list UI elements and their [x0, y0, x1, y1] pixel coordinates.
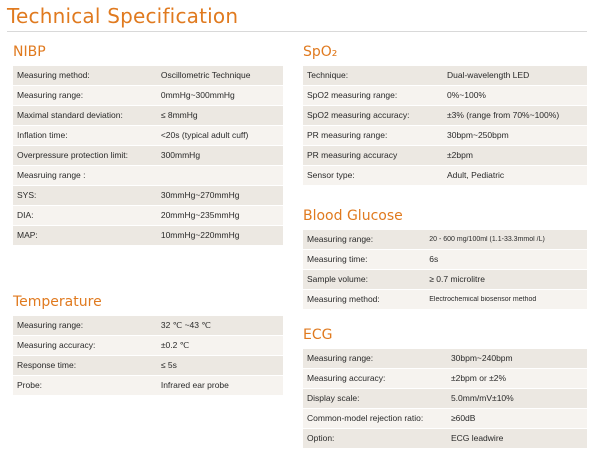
spec-label: SpO2 measuring range:	[307, 91, 398, 100]
spec-label: Probe:	[17, 381, 43, 390]
spec-row	[13, 86, 283, 106]
spec-row	[13, 206, 283, 226]
spec-value: ±2bpm or ±2%	[450, 374, 507, 383]
spec-value: Dual-wavelength LED	[447, 71, 530, 80]
spec-row	[303, 106, 587, 126]
spec-row	[303, 409, 587, 429]
spec-value: ±3% (range from 70%~100%)	[447, 111, 560, 120]
spec-value: ≥ 0.7 microlitre	[429, 275, 485, 284]
spec-label: Measuring method:	[17, 71, 90, 80]
spec-row	[303, 389, 587, 409]
spec-row	[13, 186, 283, 206]
spec-label: Common-model rejection ratio:	[307, 414, 424, 423]
spec-label: Sample volume:	[307, 275, 368, 284]
spec-row	[13, 146, 283, 166]
spec-value: 32 ℃ ~43 ℃	[160, 321, 211, 330]
spec-row	[13, 376, 283, 396]
spec-value: ECG leadwire	[450, 434, 504, 443]
spec-value: ±2bpm	[447, 151, 473, 160]
spec-row	[303, 429, 587, 449]
spec-value: 10mmHg~220mmHg	[160, 231, 240, 240]
spec-row	[303, 369, 587, 389]
spec-label: Maximal standard deviation:	[17, 111, 123, 120]
spec-row	[13, 316, 283, 336]
spec-row	[303, 270, 587, 290]
spec-row	[303, 250, 587, 270]
spec-value: 0mmHg~300mmHg	[160, 91, 235, 100]
spec-label: Measuring accuracy:	[17, 341, 96, 350]
spec-value: <20s (typical adult cuff)	[160, 131, 249, 140]
spec-value: ≥60dB	[450, 414, 476, 423]
spec-label: Measuring range:	[307, 354, 374, 363]
spo2-title: SpO₂	[303, 44, 338, 60]
nibp-table	[13, 66, 283, 246]
spec-row	[13, 166, 283, 186]
spec-row	[303, 146, 587, 166]
spec-value: 30bpm~240bpm	[450, 354, 513, 363]
spec-row	[13, 126, 283, 146]
nibp-title: NIBP	[13, 44, 46, 60]
spec-label: DIA:	[17, 211, 34, 220]
spec-value: Oscillometric Technique	[160, 71, 251, 80]
spec-row	[303, 290, 587, 310]
spec-label: Technique:	[307, 71, 349, 80]
spec-label: Measuring time:	[307, 255, 368, 264]
ecg-section	[303, 325, 587, 449]
spec-label: MAP:	[17, 231, 38, 240]
spec-label: Measruing range :	[17, 171, 86, 180]
spec-value: 300mmHg	[160, 151, 201, 160]
spo2-section	[303, 42, 587, 186]
spec-label: SpO2 measuring accuracy:	[307, 111, 410, 120]
spec-row	[13, 356, 283, 376]
spec-value: ≤ 5s	[160, 361, 177, 370]
temperature-title: Temperature	[13, 294, 102, 310]
spec-value: ±0.2 ℃	[160, 341, 190, 350]
temperature-table	[13, 316, 283, 396]
spec-value: ≤ 8mmHg	[160, 111, 198, 120]
spec-value: Adult, Pediatric	[447, 171, 505, 180]
spec-row	[303, 230, 587, 250]
spec-value: 20 - 600 mg/100ml (1.1-33.3mmol /L)	[429, 236, 545, 243]
spec-value: 0%~100%	[447, 91, 486, 100]
spec-row	[303, 126, 587, 146]
spec-label: Measuring method:	[307, 295, 380, 304]
spec-value: Electrochemical biosensor method	[429, 296, 537, 303]
spec-label: Measuring range:	[17, 91, 84, 100]
nibp-section	[13, 42, 283, 246]
spec-label: Overpressure protection limit:	[17, 151, 129, 160]
ecg-table	[303, 349, 587, 449]
spec-label: PR measuring range:	[307, 131, 388, 140]
spec-label: Response time:	[17, 361, 77, 370]
spec-row	[303, 166, 587, 186]
spec-row	[13, 226, 283, 246]
spec-label: Measuring accuracy:	[307, 374, 386, 383]
temperature-section	[13, 292, 283, 396]
spec-row	[13, 336, 283, 356]
glucose-table	[303, 230, 587, 310]
ecg-title: ECG	[303, 327, 333, 343]
spec-row	[303, 349, 587, 369]
page-title: Technical Specification	[7, 4, 239, 28]
spec-value: 6s	[429, 255, 439, 264]
spec-value: 30mmHg~270mmHg	[160, 191, 240, 200]
spec-value: 5.0mm/mV±10%	[450, 394, 514, 403]
spec-label: Option:	[307, 434, 335, 443]
spec-label: Measuring range:	[17, 321, 84, 330]
spec-row	[303, 66, 587, 86]
spec-row	[13, 66, 283, 86]
spec-row	[303, 86, 587, 106]
spec-label: SYS:	[17, 191, 37, 200]
title-divider	[7, 31, 587, 32]
glucose-section	[303, 206, 587, 310]
spec-value: Infrared ear probe	[160, 381, 229, 390]
spec-label: Measuring range:	[307, 235, 374, 244]
spo2-table	[303, 66, 587, 186]
glucose-title: Blood Glucose	[303, 208, 403, 224]
spec-row	[13, 106, 283, 126]
spec-label: Display scale:	[307, 394, 360, 403]
spec-value: 30bpm~250bpm	[447, 131, 509, 140]
spec-value: 20mmHg~235mmHg	[160, 211, 240, 220]
spec-label: Sensor type:	[307, 171, 355, 180]
spec-label: PR measuring accuracy	[307, 151, 398, 160]
spec-label: Inflation time:	[17, 131, 68, 140]
